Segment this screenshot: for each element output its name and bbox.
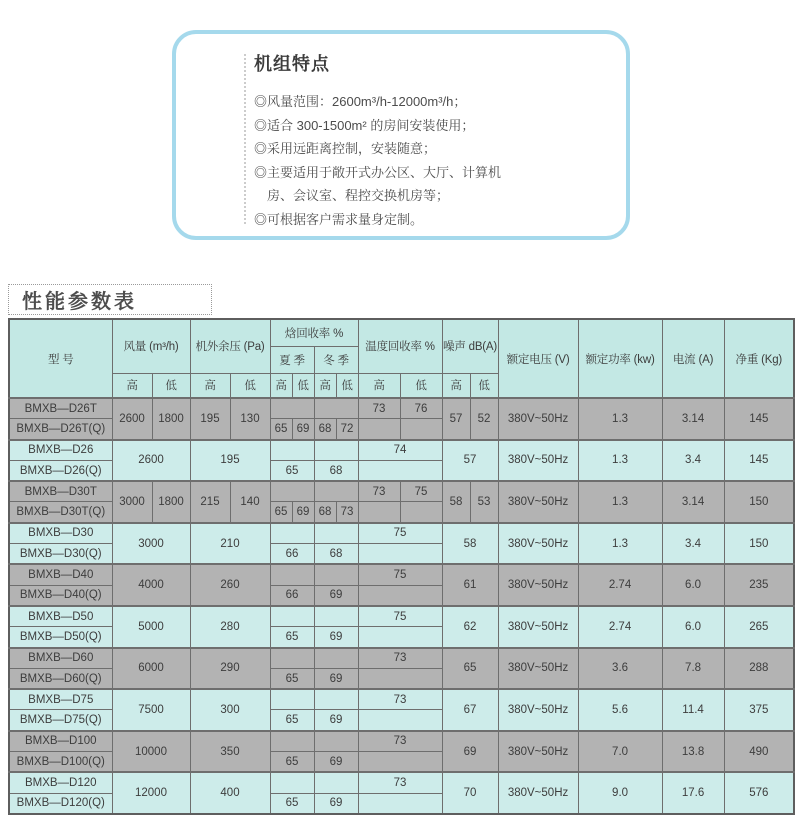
- cell-power: 5.6: [578, 689, 662, 731]
- table-row: [9, 440, 794, 461]
- cell-enthalpy-winter: 69: [314, 793, 358, 814]
- cell-enthalpy-winter: 68: [314, 460, 358, 481]
- cell-pressure-low: 140: [230, 481, 270, 523]
- section-title: 性能参数表: [8, 284, 212, 315]
- cell-model: BMXB—D75: [9, 689, 112, 710]
- header-winter: 冬 季: [314, 346, 358, 373]
- cell-power: 1.3: [578, 523, 662, 565]
- header-high: 高: [270, 373, 292, 398]
- cell-empty: [314, 564, 358, 585]
- cell-model: BMXB—D50: [9, 606, 112, 627]
- cell-empty: [358, 710, 442, 731]
- cell-empty: [270, 689, 314, 710]
- cell-pressure-low: 130: [230, 398, 270, 440]
- cell-noise: 57: [442, 440, 498, 482]
- cell-empty: [358, 585, 442, 606]
- cell-empty: [358, 627, 442, 648]
- table-row: [9, 606, 794, 627]
- cell-empty: [314, 398, 358, 419]
- cell-voltage: 380V~50Hz: [498, 481, 578, 523]
- cell-model: BMXB—D60: [9, 648, 112, 669]
- header-high: 高: [190, 373, 230, 398]
- header-pressure: 机外余压 (Pa): [190, 319, 270, 373]
- cell-empty: [358, 668, 442, 689]
- cell-model: BMXB—D26T(Q): [9, 419, 112, 440]
- header-low: 低: [470, 373, 498, 398]
- cell-airflow-low: 1800: [152, 398, 190, 440]
- table-row: [9, 523, 794, 544]
- cell-noise: 58: [442, 523, 498, 565]
- table-row: [9, 481, 794, 502]
- cell-power: 1.3: [578, 481, 662, 523]
- cell-enthalpy-summer: 65: [270, 627, 314, 648]
- cell-enthalpy-summer-low: 69: [292, 502, 314, 523]
- cell-power: 3.6: [578, 648, 662, 690]
- cell-empty: [400, 502, 442, 523]
- cell-weight: 150: [724, 523, 794, 565]
- cell-pressure: 260: [190, 564, 270, 606]
- cell-power: 1.3: [578, 440, 662, 482]
- cell-model: BMXB—D26: [9, 440, 112, 461]
- header-model: 型 号: [9, 319, 112, 398]
- cell-pressure: 195: [190, 440, 270, 482]
- cell-enthalpy-winter: 69: [314, 752, 358, 773]
- header-weight: 净重 (Kg): [724, 319, 794, 398]
- cell-voltage: 380V~50Hz: [498, 689, 578, 731]
- cell-temp: 73: [358, 731, 442, 752]
- feature-item-continuation: 房、会议室、程控交换机房等；: [267, 188, 450, 203]
- cell-pressure-high: 195: [190, 398, 230, 440]
- cell-noise: 65: [442, 648, 498, 690]
- cell-temp: 74: [358, 440, 442, 461]
- cell-model: BMXB—D120(Q): [9, 793, 112, 814]
- cell-temp: 73: [358, 772, 442, 793]
- cell-enthalpy-summer-low: 69: [292, 419, 314, 440]
- cell-enthalpy-winter-low: 73: [336, 502, 358, 523]
- header-power: 额定功率 (kw): [578, 319, 662, 398]
- cell-pressure: 290: [190, 648, 270, 690]
- feature-item: ◎风量范围：2600m³/h-12000m³/h；: [254, 94, 467, 109]
- cell-temp-low: 75: [400, 481, 442, 502]
- cell-enthalpy-summer: 66: [270, 544, 314, 565]
- cell-current: 13.8: [662, 731, 724, 773]
- cell-voltage: 380V~50Hz: [498, 440, 578, 482]
- header-voltage: 额定电压 (V): [498, 319, 578, 398]
- cell-enthalpy-winter: 69: [314, 585, 358, 606]
- cell-power: 1.3: [578, 398, 662, 440]
- cell-noise: 62: [442, 606, 498, 648]
- header-low: 低: [292, 373, 314, 398]
- table-row: [9, 772, 794, 793]
- header-enthalpy-recovery: 焓回收率 %: [270, 319, 358, 346]
- cell-current: 6.0: [662, 606, 724, 648]
- cell-voltage: 380V~50Hz: [498, 523, 578, 565]
- cell-power: 9.0: [578, 772, 662, 814]
- header-low: 低: [230, 373, 270, 398]
- cell-empty: [314, 523, 358, 544]
- cell-current: 6.0: [662, 564, 724, 606]
- cell-enthalpy-summer: 65: [270, 460, 314, 481]
- cell-airflow-high: 2600: [112, 398, 152, 440]
- table-row: [9, 648, 794, 669]
- cell-weight: 288: [724, 648, 794, 690]
- cell-model: BMXB—D75(Q): [9, 710, 112, 731]
- cell-model: BMXB—D50(Q): [9, 627, 112, 648]
- cell-power: 2.74: [578, 606, 662, 648]
- cell-airflow: 4000: [112, 564, 190, 606]
- cell-weight: 265: [724, 606, 794, 648]
- cell-airflow: 7500: [112, 689, 190, 731]
- cell-current: 11.4: [662, 689, 724, 731]
- cell-weight: 490: [724, 731, 794, 773]
- cell-pressure: 210: [190, 523, 270, 565]
- cell-empty: [314, 772, 358, 793]
- cell-enthalpy-summer: 65: [270, 668, 314, 689]
- cell-model: BMXB—D40(Q): [9, 585, 112, 606]
- header-high: 高: [112, 373, 152, 398]
- feature-item: ◎采用远距离控制，安装随意；: [254, 141, 437, 156]
- cell-enthalpy-winter-high: 68: [314, 502, 336, 523]
- cell-temp-high: 73: [358, 398, 400, 419]
- cell-enthalpy-winter: 69: [314, 627, 358, 648]
- cell-noise: 67: [442, 689, 498, 731]
- cell-noise-high: 57: [442, 398, 470, 440]
- cell-empty: [314, 689, 358, 710]
- cell-voltage: 380V~50Hz: [498, 398, 578, 440]
- cell-current: 3.14: [662, 398, 724, 440]
- cell-empty: [314, 648, 358, 669]
- cell-noise-low: 53: [470, 481, 498, 523]
- cell-empty: [270, 648, 314, 669]
- cell-current: 3.4: [662, 440, 724, 482]
- cell-enthalpy-winter: 69: [314, 710, 358, 731]
- table-header-row: [9, 319, 794, 346]
- table-row: [9, 398, 794, 419]
- cell-enthalpy-winter: 68: [314, 544, 358, 565]
- header-airflow: 风量 (m³/h): [112, 319, 190, 373]
- cell-enthalpy-winter: 69: [314, 668, 358, 689]
- performance-parameters-table: [8, 318, 795, 815]
- cell-pressure: 280: [190, 606, 270, 648]
- cell-empty: [314, 606, 358, 627]
- cell-enthalpy-summer: 66: [270, 585, 314, 606]
- cell-pressure: 350: [190, 731, 270, 773]
- cell-temp: 75: [358, 564, 442, 585]
- cell-voltage: 380V~50Hz: [498, 648, 578, 690]
- cell-noise-low: 52: [470, 398, 498, 440]
- cell-power: 7.0: [578, 731, 662, 773]
- cell-model: BMXB—D26T: [9, 398, 112, 419]
- dotted-divider: [244, 54, 246, 224]
- cell-airflow: 5000: [112, 606, 190, 648]
- header-high: 高: [442, 373, 470, 398]
- cell-voltage: 380V~50Hz: [498, 606, 578, 648]
- cell-voltage: 380V~50Hz: [498, 772, 578, 814]
- table-row: [9, 689, 794, 710]
- cell-enthalpy-summer: 65: [270, 752, 314, 773]
- cell-noise: 69: [442, 731, 498, 773]
- cell-empty: [358, 752, 442, 773]
- cell-temp: 73: [358, 689, 442, 710]
- cell-empty: [358, 419, 400, 440]
- cell-airflow: 10000: [112, 731, 190, 773]
- cell-model: BMXB—D26(Q): [9, 460, 112, 481]
- cell-airflow: 6000: [112, 648, 190, 690]
- cell-airflow: 12000: [112, 772, 190, 814]
- cell-empty: [314, 440, 358, 461]
- cell-empty: [358, 460, 442, 481]
- cell-voltage: 380V~50Hz: [498, 731, 578, 773]
- cell-current: 3.14: [662, 481, 724, 523]
- cell-empty: [400, 419, 442, 440]
- cell-empty: [358, 793, 442, 814]
- header-low: 低: [400, 373, 442, 398]
- cell-model: BMXB—D100(Q): [9, 752, 112, 773]
- table-row: [9, 564, 794, 585]
- cell-current: 3.4: [662, 523, 724, 565]
- cell-empty: [358, 502, 400, 523]
- header-high: 高: [358, 373, 400, 398]
- features-content: [254, 50, 614, 231]
- cell-model: BMXB—D30T: [9, 481, 112, 502]
- cell-temp-low: 76: [400, 398, 442, 419]
- cell-model: BMXB—D30: [9, 523, 112, 544]
- header-low: 低: [336, 373, 358, 398]
- cell-power: 2.74: [578, 564, 662, 606]
- cell-temp: 75: [358, 606, 442, 627]
- cell-pressure: 400: [190, 772, 270, 814]
- cell-weight: 576: [724, 772, 794, 814]
- header-current: 电流 (A): [662, 319, 724, 398]
- header-noise: 噪声 dB(A): [442, 319, 498, 373]
- cell-enthalpy-summer: 65: [270, 710, 314, 731]
- cell-noise-high: 58: [442, 481, 470, 523]
- cell-temp: 75: [358, 523, 442, 544]
- cell-airflow: 2600: [112, 440, 190, 482]
- cell-model: BMXB—D60(Q): [9, 668, 112, 689]
- cell-empty: [270, 481, 314, 502]
- feature-item: ◎主要适用于敞开式办公区、大厅、计算机: [254, 164, 502, 180]
- cell-weight: 145: [724, 440, 794, 482]
- cell-weight: 145: [724, 398, 794, 440]
- cell-empty: [314, 731, 358, 752]
- cell-noise: 61: [442, 564, 498, 606]
- cell-pressure-high: 215: [190, 481, 230, 523]
- cell-current: 17.6: [662, 772, 724, 814]
- cell-voltage: 380V~50Hz: [498, 564, 578, 606]
- header-high: 高: [314, 373, 336, 398]
- cell-model: BMXB—D100: [9, 731, 112, 752]
- cell-temp: 73: [358, 648, 442, 669]
- cell-enthalpy-summer: 65: [270, 793, 314, 814]
- cell-model: BMXB—D30(Q): [9, 544, 112, 565]
- cell-enthalpy-summer-high: 65: [270, 419, 292, 440]
- cell-airflow-low: 1800: [152, 481, 190, 523]
- cell-empty: [270, 731, 314, 752]
- cell-weight: 235: [724, 564, 794, 606]
- header-summer: 夏 季: [270, 346, 314, 373]
- feature-item: ◎适合 300-1500m² 的房间安装使用；: [254, 117, 475, 133]
- cell-model: BMXB—D40: [9, 564, 112, 585]
- cell-noise: 70: [442, 772, 498, 814]
- cell-airflow-high: 3000: [112, 481, 152, 523]
- header-low: 低: [152, 373, 190, 398]
- cell-empty: [270, 440, 314, 461]
- cell-empty: [270, 772, 314, 793]
- cell-pressure: 300: [190, 689, 270, 731]
- cell-model: BMXB—D120: [9, 772, 112, 793]
- features-card: [172, 30, 630, 240]
- cell-empty: [270, 398, 314, 419]
- features-title: 机组特点: [254, 54, 330, 74]
- cell-empty: [270, 564, 314, 585]
- cell-current: 7.8: [662, 648, 724, 690]
- cell-weight: 375: [724, 689, 794, 731]
- cell-empty: [314, 481, 358, 502]
- cell-empty: [270, 523, 314, 544]
- cell-airflow: 3000: [112, 523, 190, 565]
- cell-temp-high: 73: [358, 481, 400, 502]
- cell-enthalpy-winter-low: 72: [336, 419, 358, 440]
- cell-weight: 150: [724, 481, 794, 523]
- table-row: [9, 731, 794, 752]
- cell-model: BMXB—D30T(Q): [9, 502, 112, 523]
- header-temp-recovery: 温度回收率 %: [358, 319, 442, 373]
- cell-empty: [270, 606, 314, 627]
- cell-enthalpy-winter-high: 68: [314, 419, 336, 440]
- feature-item: ◎可根据客户需求量身定制。: [254, 211, 424, 227]
- cell-enthalpy-summer-high: 65: [270, 502, 292, 523]
- cell-empty: [358, 544, 442, 565]
